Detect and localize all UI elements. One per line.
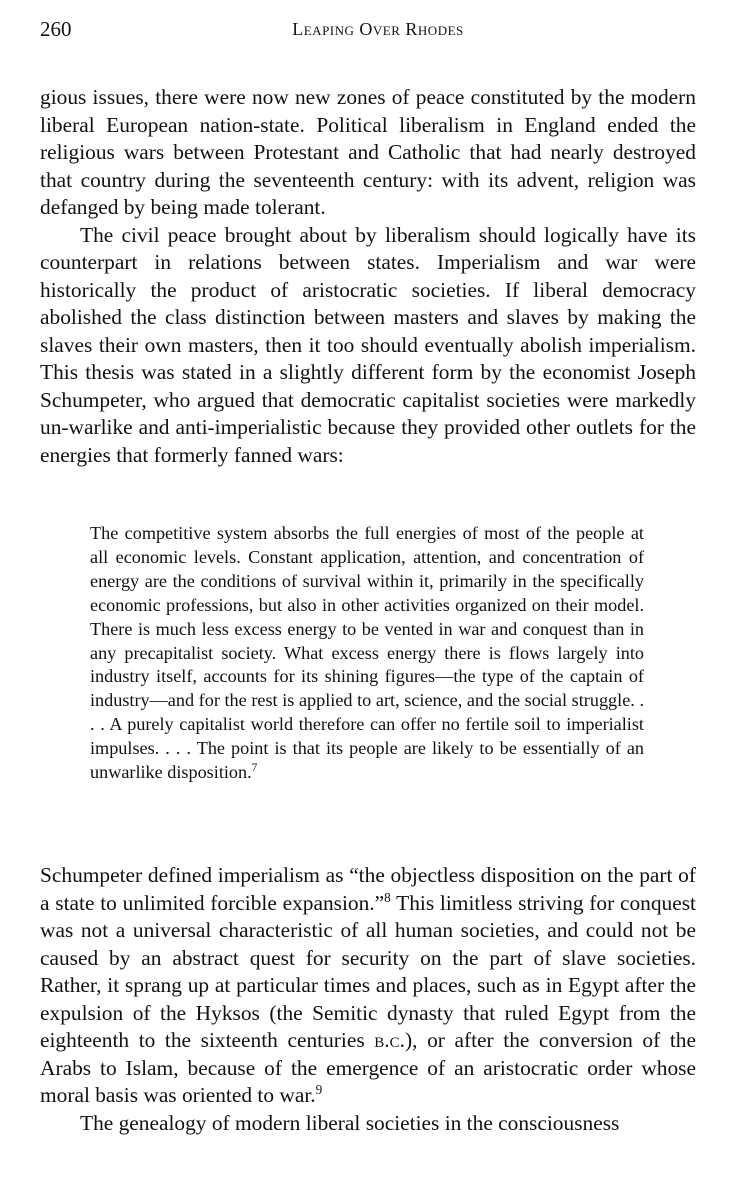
page-number: 260 [40, 17, 72, 41]
paragraph-continuation: gious issues, there were now new zones of peace constituted by the modern liberal European nation-state. Political liberalism in England ended the religious wars between Protestant and Catholic that had nearly destroyed that country during the seventeenth century: with its advent, religion was defanged by being made tolerant. [40, 85, 696, 219]
block-quote [90, 522, 644, 785]
paragraph-schumpeter-part1: Schumpeter defined imperialism as “the objectless disposition on the part of a state to unlimited forcible expansion.” [40, 863, 696, 915]
running-head [40, 14, 696, 44]
paragraph-civil-peace: The civil peace brought about by liberalism should logically have its counterpart in relations between states. Imperialism and war were historically the product of aristocratic societies. If liberal democracy abolished the class distinction between masters and slaves by making the slaves their own masters, then it too should eventually abolish imperialism. This thesis was stated in a slightly different form by the economist Joseph Schumpeter, who argued that democratic capitalist societies were markedly un-warlike and anti-imperialistic because they provided other outlets for the energies that formerly fanned wars: [40, 222, 696, 467]
paragraph-genealogy: The genealogy of modern liberal societies in the consciousness [80, 1110, 620, 1135]
era-abbreviation: b.c. [374, 1028, 405, 1052]
paragraph-schumpeter-part3: ), or after the conversion of the Arabs to Islam, because of the emergence of an aristocratic order whose moral basis was oriented to war. [40, 1028, 696, 1107]
body-section-bottom [40, 862, 696, 1137]
footnote-ref-9: 9 [315, 1081, 323, 1097]
paragraph-schumpeter-part2: This limitless striving for conquest was not a universal characteristic of all human societies, and could not be caused by an abstract quest for security on the part of slave societies. Rather, it sprang up at particular times and places, such as in Egypt after the expulsion of the Hyksos (the Semitic dynasty that ruled Egypt from the eighteenth to the sixteenth centuries [40, 890, 696, 1052]
running-title: Leaping Over Rhodes [292, 19, 464, 39]
footnote-ref-8: 8 [384, 889, 391, 905]
footnote-ref-7: 7 [251, 762, 258, 774]
quote-text: The competitive system absorbs the full energies of most of the people at all economic levels. Constant application, attention, and concentration of energy are the conditions of survival within it, primarily in the specifically economic professions, but also in other activities organized on their model. There is much less excess energy to be vented in war and conquest than in any precapitalist society. What excess energy there is flows largely into industry itself, accounts for its shining figures—the type of the captain of industry—and for the rest is applied to art, science, and the social struggle. . . . A purely capitalist world therefore can offer no fertile soil to imperialist impulses. . . . The point is that its people are likely to be essentially of an unwarlike disposition. [90, 523, 644, 783]
paragraph-schumpeter [40, 862, 696, 1110]
body-section-top [40, 84, 696, 469]
